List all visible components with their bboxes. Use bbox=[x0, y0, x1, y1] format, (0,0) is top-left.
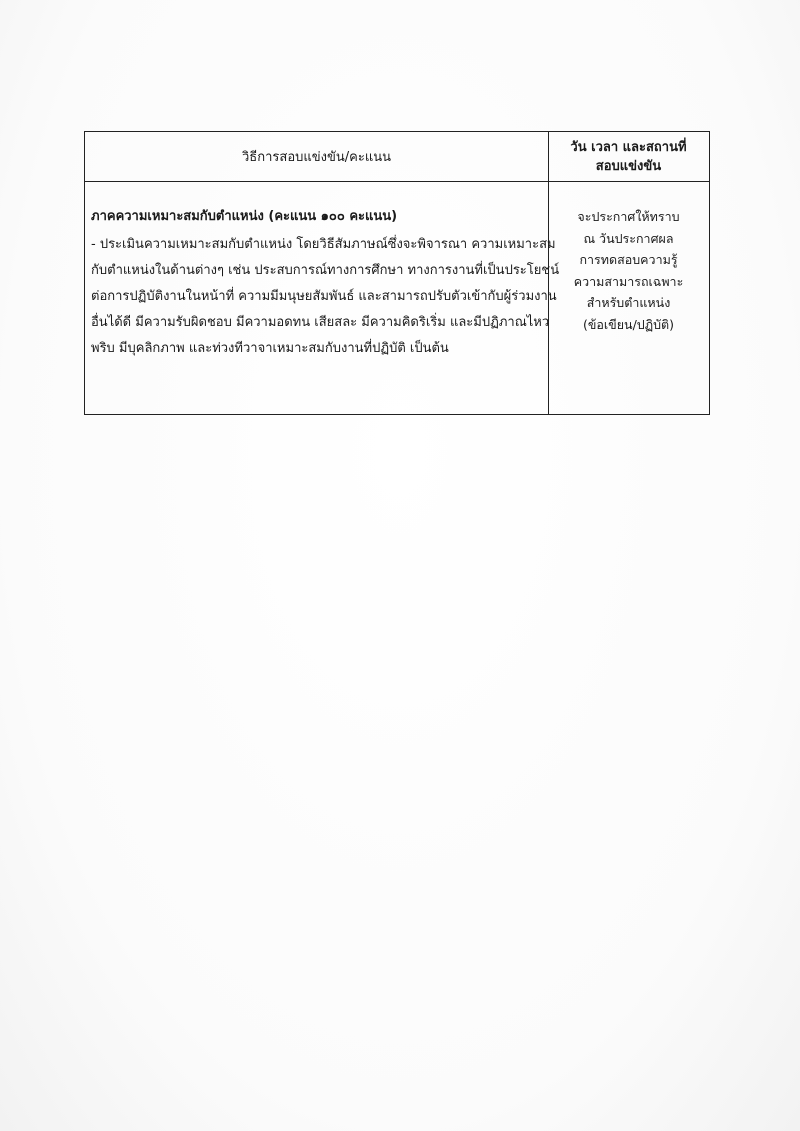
description-line: - ประเมินความเหมาะสมกับตำแหน่ง โดยวิธีสัมภาษณ์ซึ่งจะพิจารณา ความเหมาะสม bbox=[91, 237, 556, 252]
header-schedule-line-1: วัน เวลา และสถานที่ bbox=[570, 139, 687, 155]
section-heading: ภาคความเหมาะสมกับตำแหน่ง (คะแนน ๑๐๐ คะแนน) bbox=[91, 209, 398, 224]
header-schedule bbox=[548, 132, 709, 181]
schedule-line: การทดสอบความรู้ bbox=[579, 252, 678, 267]
schedule-cell bbox=[548, 206, 709, 335]
exam-method-table bbox=[84, 131, 710, 415]
header-schedule-line-2: สอบแข่งขัน bbox=[595, 158, 662, 174]
header-exam-method bbox=[85, 132, 548, 181]
schedule-line: ณ วันประกาศผล bbox=[583, 230, 674, 246]
schedule-line: (ข้อเขียน/ปฏิบัติ) bbox=[582, 316, 675, 332]
exam-method-cell bbox=[91, 204, 560, 362]
schedule-line: จะประกาศให้ทราบ bbox=[577, 209, 680, 224]
description-line: พริบ มีบุคลิกภาพ และท่วงทีวาจาเหมาะสมกับงานที่ปฏิบัติ เป็นต้น bbox=[91, 341, 449, 356]
description-line: กับตำแหน่งในด้านต่างๆ เช่น ประสบการณ์ทางการศึกษา ทางการงานที่เป็นประโยชน์ bbox=[91, 263, 560, 278]
description-line: อื่นได้ดี มีความรับผิดชอบ มีความอดทน เสียสละ มีความคิดริเริ่ม และมีปฏิภาณไหว bbox=[91, 315, 550, 330]
description-line: ต่อการปฏิบัติงานในหน้าที่ ความมีมนุษยสัมพันธ์ และสามารถปรับตัวเข้ากับผู้ร่วมงาน bbox=[91, 289, 557, 304]
header-exam-method-label: วิธีการสอบแข่งขัน/คะแนน bbox=[242, 150, 391, 165]
schedule-line: สำหรับตำแหน่ง bbox=[586, 295, 671, 310]
header-divider bbox=[85, 181, 709, 182]
schedule-line: ความสามารถเฉพาะ bbox=[573, 273, 684, 289]
